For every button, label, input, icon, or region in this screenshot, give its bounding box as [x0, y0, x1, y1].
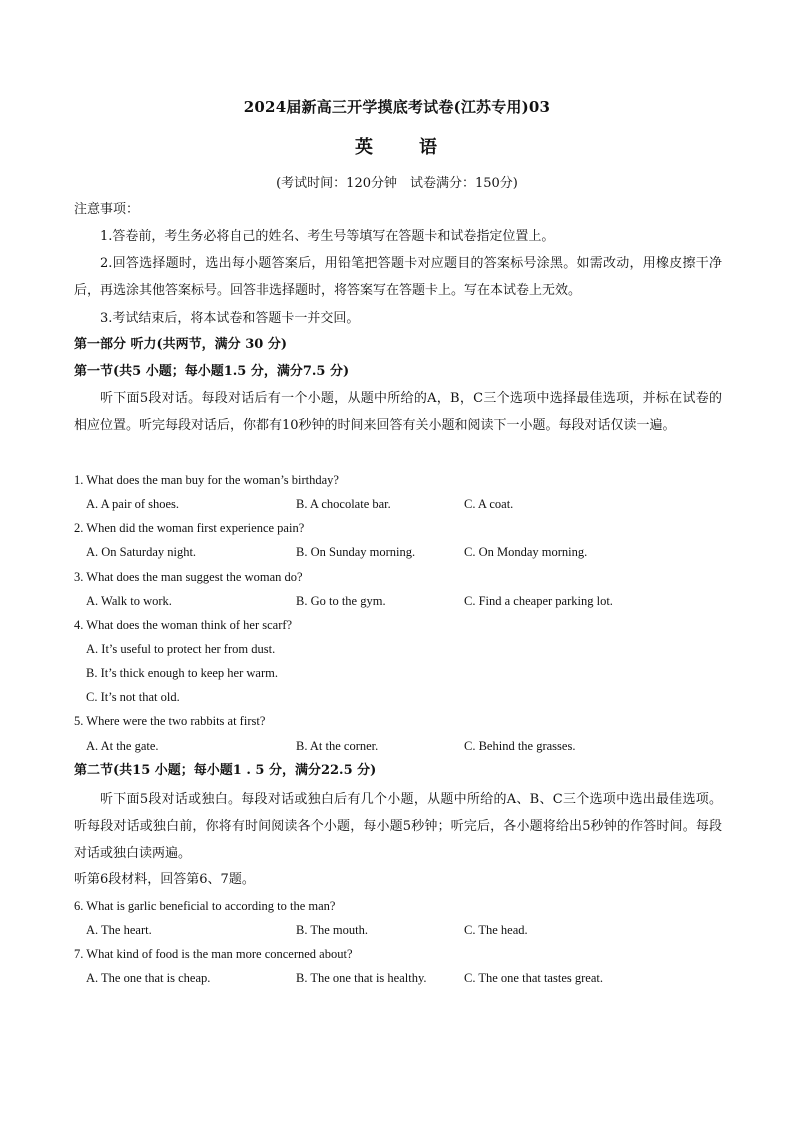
- question-2-option-c: C. On Monday morning.: [464, 545, 588, 559]
- question-5-option-a: A. At the gate.: [86, 739, 159, 753]
- question-5-option-c: C. Behind the grasses.: [464, 739, 576, 753]
- material-6-note: 听第6段材料，回答第6、7题。: [74, 872, 255, 887]
- question-3-option-c: C. Find a cheaper parking lot.: [464, 594, 613, 608]
- notice-item-3: 3.考试结束后，将本试卷和答题卡一并交回。: [100, 311, 360, 326]
- question-1-option-a: A. A pair of shoes.: [86, 497, 180, 511]
- question-7-option-c: C. The one that tastes great.: [464, 971, 603, 985]
- question-3-stem: 3. What does the man suggest the woman do?: [74, 570, 303, 584]
- question-6-option-b: B. The mouth.: [296, 923, 368, 937]
- subject-char-1: 英: [355, 137, 375, 158]
- question-4-stem: 4. What does the woman think of her scarf?: [74, 618, 293, 632]
- question-6-stem: 6. What is garlic beneficial to according to the man?: [74, 899, 336, 913]
- question-6-option-a: A. The heart.: [86, 923, 152, 937]
- section2-heading: 第二节(共15 小题；每小题1 . 5 分，满分22.5 分): [74, 763, 377, 778]
- question-7-option-a: A. The one that is cheap.: [86, 971, 211, 985]
- notice-item-2: 2.回答选择题时，选出每小题答案后，用铅笔把答题卡对应题目的答案标号涂黑。如需改动，用橡皮擦干净后，再选涂其他答案标号。回答非选择题时，将答案写在答题卡上。写在本试卷上无效。: [74, 256, 722, 298]
- question-3-option-b: B. Go to the gym.: [296, 594, 386, 608]
- section2-instructions: 听下面5段对话或独白。每段对话或独白后有几个小题，从题中所给的A、B、C三个选项中选出最佳选项。听每段对话或独白前，你将有时间阅读各个小题，每小题5秒钟；听完后，各小题将给出5秒钟的作答时间。每段对话或独白读两遍。: [74, 792, 722, 861]
- question-1-option-b: B. A chocolate bar.: [296, 497, 391, 511]
- question-4-option-a: A. It’s useful to protect her from dust.: [86, 642, 276, 656]
- part1-heading: 第一部分 听力(共两节，满分 30 分): [74, 337, 287, 352]
- exam-info: (考试时间：120分钟 试卷满分：150分): [276, 176, 518, 191]
- question-3-option-a: A. Walk to work.: [86, 594, 172, 608]
- question-1-stem: 1. What does the man buy for the woman’s birthday?: [74, 473, 339, 487]
- question-7-option-b: B. The one that is healthy.: [296, 971, 427, 985]
- question-4-option-c: C. It’s not that old.: [86, 690, 180, 704]
- question-4-option-b: B. It’s thick enough to keep her warm.: [86, 666, 278, 680]
- question-2-option-b: B. On Sunday morning.: [296, 545, 416, 559]
- question-1-option-c: C. A coat.: [464, 497, 514, 511]
- section1-heading: 第一节(共5 小题；每小题1.5 分，满分7.5 分): [74, 364, 350, 379]
- question-6-option-c: C. The head.: [464, 923, 528, 937]
- question-5-stem: 5. Where were the two rabbits at first?: [74, 714, 266, 728]
- notice-heading: 注意事项：: [74, 202, 140, 217]
- question-2-stem: 2. When did the woman first experience pain?: [74, 521, 305, 535]
- question-2-option-a: A. On Saturday night.: [86, 545, 197, 559]
- subject-heading: [0, 133, 794, 159]
- section1-instructions: 听下面5段对话。每段对话后有一个小题，从题中所给的A，B，C三个选项中选择最佳选项，并标在试卷的相应位置。听完每段对话后，你都有10秒钟的时间来回答有关小题和阅读下一小题。每段对话仅读一遍。: [74, 391, 722, 433]
- notice-item-1: 1.答卷前，考生务必将自己的姓名、考生号等填写在答题卡和试卷指定位置上。: [100, 229, 555, 244]
- question-5-option-b: B. At the corner.: [296, 739, 379, 753]
- exam-title: 2024届新高三开学摸底考试卷(江苏专用)03: [243, 98, 551, 116]
- subject-char-2: 语: [419, 137, 439, 158]
- question-7-stem: 7. What kind of food is the man more concerned about?: [74, 947, 353, 961]
